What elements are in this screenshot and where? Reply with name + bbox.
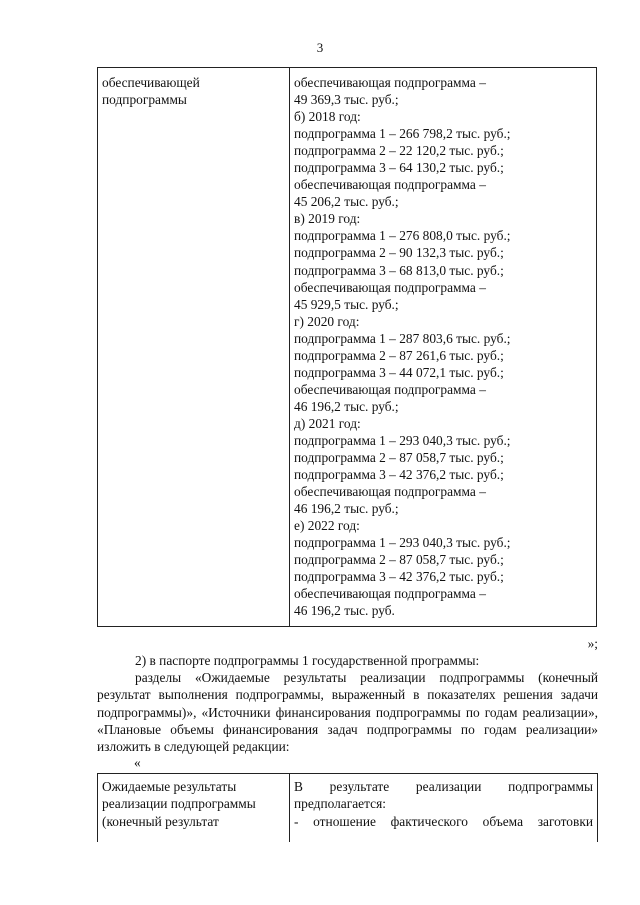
table-label-cell (98, 774, 290, 843)
funding-line: подпрограмма 3 – 42 376,2 тыс. руб.; (294, 569, 504, 585)
funding-line: б) 2018 год: (294, 109, 361, 125)
result-line: - отношение фактического объема заготовки (294, 813, 593, 829)
funding-line: 45 206,2 тыс. руб.; (294, 194, 399, 210)
funding-line: подпрограмма 1 – 293 040,3 тыс. руб.; (294, 432, 511, 448)
table-label-cell (98, 68, 290, 627)
funding-line: в) 2019 год: (294, 211, 361, 227)
funding-line: подпрограмма 3 – 44 072,1 тыс. руб.; (294, 364, 504, 380)
funding-line: 46 196,2 тыс. руб. (294, 603, 395, 619)
funding-line: подпрограмма 2 – 87 261,6 тыс. руб.; (294, 347, 504, 363)
funding-line: подпрограмма 3 – 64 130,2 тыс. руб.; (294, 160, 504, 176)
funding-line: обеспечивающая подпрограмма – (294, 279, 486, 295)
funding-line: 46 196,2 тыс. руб.; (294, 398, 399, 414)
results-table (97, 773, 598, 842)
funding-line: 46 196,2 тыс. руб.; (294, 501, 399, 517)
funding-line: обеспечивающая подпрограмма – (294, 177, 486, 193)
funding-line: подпрограмма 2 – 87 058,7 тыс. руб.; (294, 552, 504, 568)
funding-line: подпрограмма 3 – 68 813,0 тыс. руб.; (294, 262, 504, 278)
funding-line: подпрограмма 1 – 287 803,6 тыс. руб.; (294, 330, 511, 346)
funding-table (97, 67, 597, 627)
paragraph-sections: разделы «Ожидаемые результаты реализации подпрограммы (конечный результат выполнения подпрограммы, выраженный в показателях решения задачи подпрограммы)», «Источники финансирования подпрограммы по годам реализации», «Плановые объемы финансирования задач подпрограммы по годам реализации» изложить в следующей редакции: (97, 670, 598, 755)
funding-line: обеспечивающая подпрограмма – (294, 586, 486, 602)
label-line: реализации подпрограммы (102, 796, 256, 812)
result-line: предполагается: (294, 796, 386, 812)
label-line: Ожидаемые результаты (102, 779, 237, 794)
funding-line: 45 929,5 тыс. руб.; (294, 296, 399, 312)
funding-line: 49 369,3 тыс. руб.; (294, 92, 399, 108)
funding-line: д) 2021 год: (294, 415, 361, 431)
funding-line: обеспечивающая подпрограмма – (294, 484, 486, 500)
funding-line: подпрограмма 2 – 90 132,3 тыс. руб.; (294, 245, 504, 261)
funding-line: подпрограмма 1 – 266 798,2 тыс. руб.; (294, 126, 511, 142)
table-value-cell (290, 774, 598, 843)
closing-quote: »; (587, 636, 598, 651)
label-line: обеспечивающей (102, 75, 200, 90)
funding-line: обеспечивающая подпрограмма – (294, 75, 486, 90)
funding-line: подпрограмма 3 – 42 376,2 тыс. руб.; (294, 467, 504, 483)
label-line: подпрограммы (102, 92, 187, 108)
table-value-cell (290, 68, 597, 627)
funding-line: подпрограмма 2 – 87 058,7 тыс. руб.; (294, 450, 504, 466)
opening-quote: « (134, 755, 141, 770)
result-line: В результате реализации подпрограммы (294, 779, 593, 794)
label-line: (конечный результат (102, 813, 219, 829)
funding-line: подпрограмма 1 – 276 808,0 тыс. руб.; (294, 228, 511, 244)
funding-line: е) 2022 год: (294, 518, 360, 534)
page-number: 3 (316, 40, 324, 55)
table-row (98, 774, 598, 843)
paragraph-item-2: 2) в паспорте подпрограммы 1 государственной программы: (135, 653, 480, 668)
funding-line: подпрограмма 2 – 22 120,2 тыс. руб.; (294, 143, 504, 159)
funding-line: г) 2020 год: (294, 313, 360, 329)
funding-line: подпрограмма 1 – 293 040,3 тыс. руб.; (294, 535, 511, 551)
table-row (98, 68, 597, 627)
funding-line: обеспечивающая подпрограмма – (294, 381, 486, 397)
